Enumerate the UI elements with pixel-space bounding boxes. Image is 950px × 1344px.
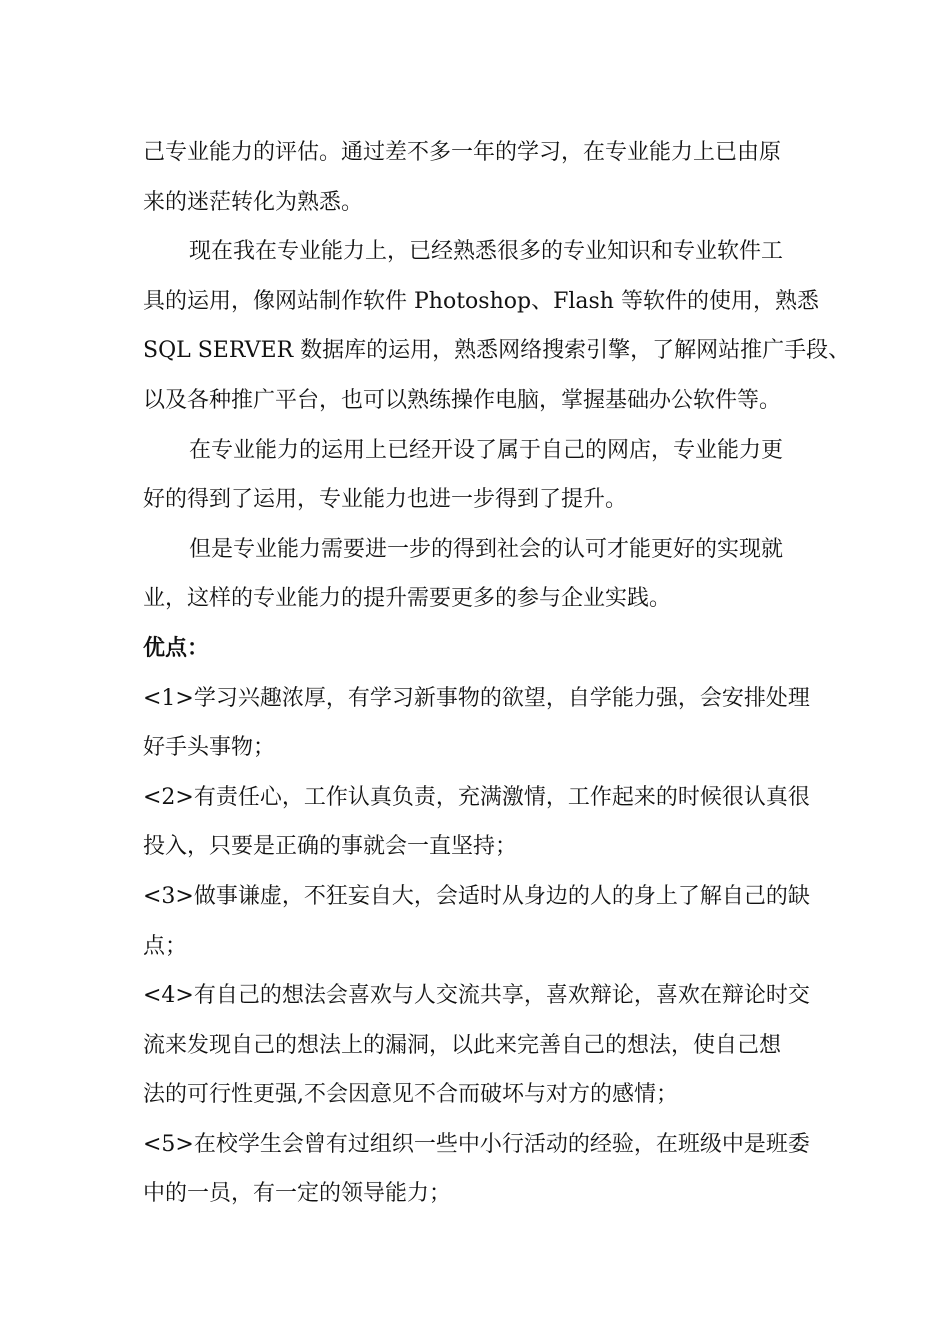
text-line: 来的迷茫转化为熟悉。	[143, 189, 364, 215]
text-line: 业，这样的专业能力的提升需要更多的参与企业实践。	[143, 586, 672, 612]
text-line: SQL SERVER 数据库的运用，熟悉网络搜索引擎，了解网站推广手段、	[143, 338, 851, 364]
text-line: 好的得到了运用，专业能力也进一步得到了提升。	[143, 487, 628, 513]
text-line: 法的可行性更强,不会因意见不合而破坏与对方的感情；	[143, 1082, 678, 1108]
text-line: <2>有责任心，工作认真负责，充满激情，工作起来的时候很认真很	[143, 784, 810, 810]
paragraph-professional-skills	[143, 230, 851, 428]
text-line: 好手头事物；	[143, 735, 276, 761]
text-line: 现在我在专业能力上，已经熟悉很多的专业知识和专业软件工	[189, 239, 784, 265]
text-line: <1>学习兴趣浓厚，有学习新事物的欲望，自学能力强，会安排处理	[143, 685, 810, 711]
text-line: <4>有自己的想法会喜欢与人交流共享，喜欢辩论，喜欢在辩论时交	[143, 983, 810, 1009]
text-line: 投入，只要是正确的事就会一直坚持；	[143, 834, 518, 860]
text-line: <5>在校学生会曾有过组织一些中小行活动的经验，在班级中是班委	[143, 1131, 810, 1157]
text-line: 中的一员，有一定的领导能力；	[143, 1181, 452, 1207]
text-line: 点；	[143, 933, 188, 959]
list-item-3	[143, 875, 823, 974]
list-item-2	[143, 776, 823, 875]
list-item-5	[143, 1123, 823, 1222]
paragraph-continuation	[143, 131, 823, 230]
document-body	[143, 131, 851, 1222]
text-line: <3>做事谦虚，不狂妄自大，会适时从身边的人的身上了解自己的缺	[143, 883, 810, 909]
text-line: 但是专业能力需要进一步的得到社会的认可才能更好的实现就	[189, 536, 784, 562]
section-heading-strengths	[143, 627, 823, 677]
heading-text: 优点：	[143, 635, 210, 661]
paragraph-online-store	[143, 429, 823, 528]
text-line: 流来发现自己的想法上的漏洞，以此来完善自己的想法，使自己想	[143, 1032, 782, 1058]
text-line: 具的运用，像网站制作软件 Photoshop、Flash 等软件的使用，熟悉	[143, 288, 819, 314]
text-line: 在专业能力的运用上已经开设了属于自己的网店，专业能力更	[189, 437, 784, 463]
text-line: 以及各种推广平台，也可以熟练操作电脑，掌握基础办公软件等。	[143, 387, 782, 413]
list-item-4	[143, 974, 823, 1123]
list-item-1	[143, 677, 823, 776]
paragraph-social-recognition	[143, 528, 823, 627]
text-line: 己专业能力的评估。通过差不多一年的学习，在专业能力上已由原	[143, 140, 782, 165]
